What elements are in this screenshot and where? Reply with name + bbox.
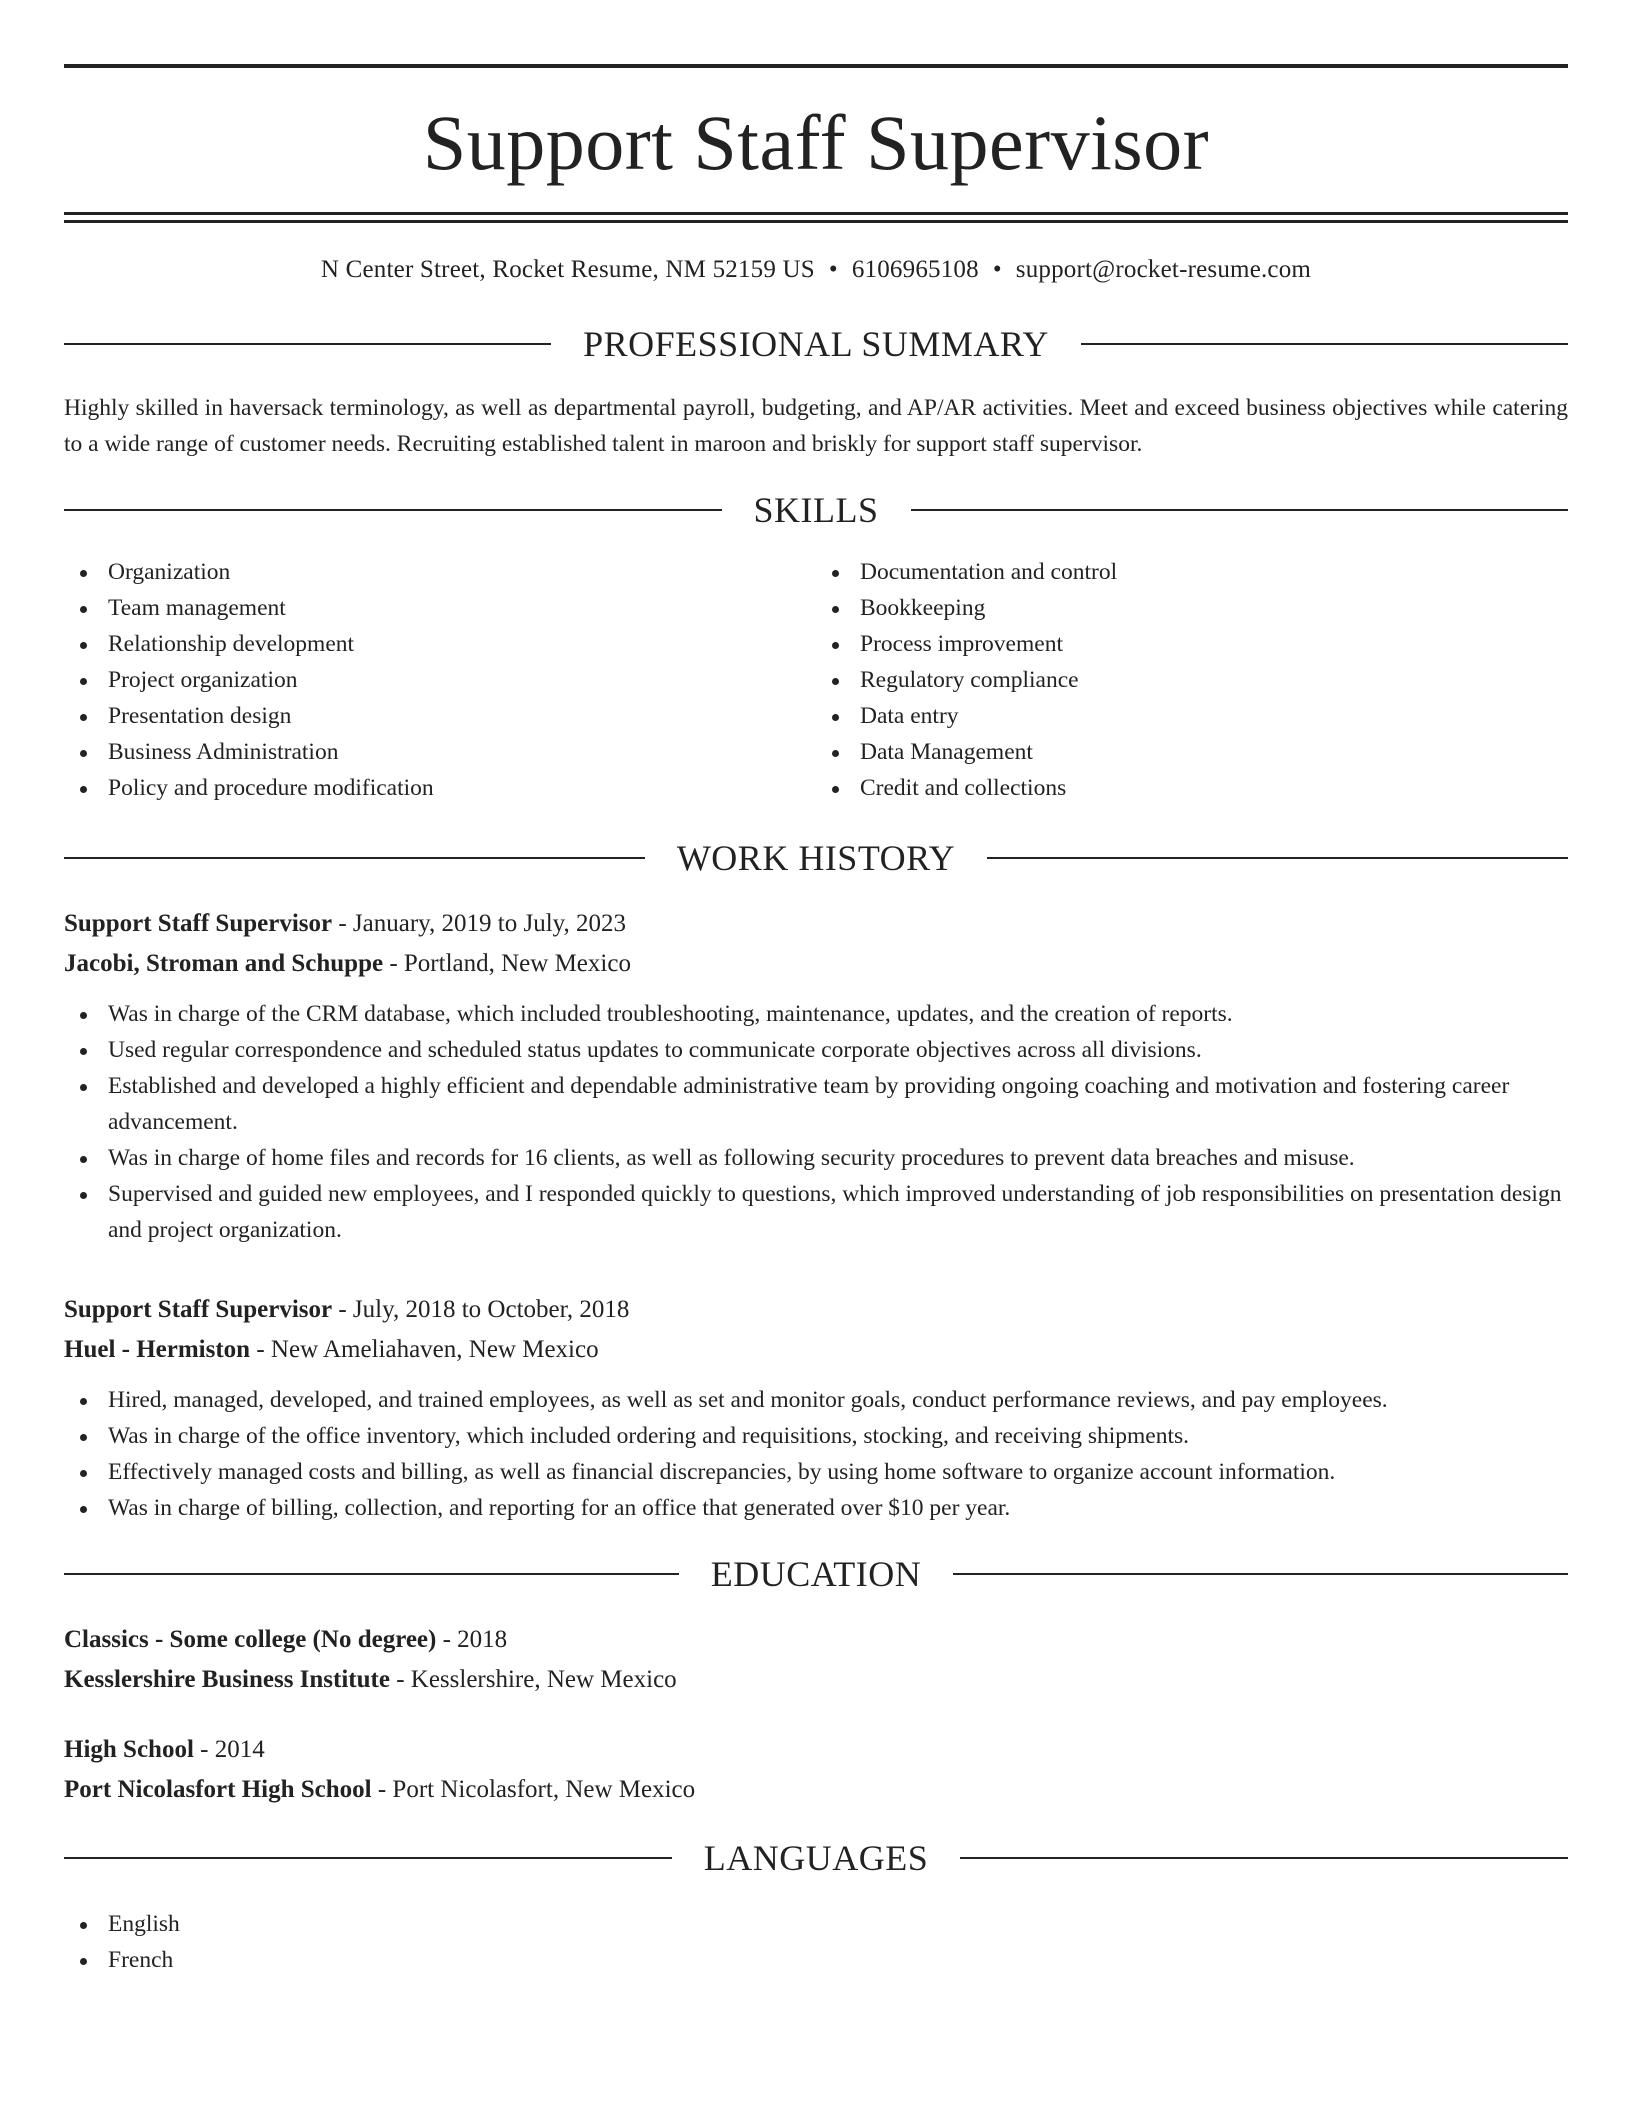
language-item: French	[64, 1942, 1568, 1978]
job-location: - Portland, New Mexico	[383, 950, 631, 977]
job-bullet: Was in charge of the office inventory, which included ordering and requisitions, stocking, and receiving shipments.	[64, 1418, 1568, 1454]
skill-item: Project organization	[64, 662, 816, 698]
section-rule	[960, 1857, 1568, 1859]
edu-school-line	[64, 1770, 1568, 1810]
resume-name: Support Staff Supervisor	[422, 99, 1210, 186]
skill-item: Relationship development	[64, 626, 816, 662]
job-bullet: Hired, managed, developed, and trained employees, as well as set and monitor goals, conduct performance reviews, and pay employees.	[64, 1382, 1568, 1418]
contact-separator: •	[828, 256, 838, 283]
section-rule	[987, 857, 1568, 859]
edu-location: - Kesslershire, New Mexico	[389, 1666, 677, 1693]
skills-list-left	[64, 554, 816, 806]
skill-item: Organization	[64, 554, 816, 590]
section-header-languages	[64, 1840, 1568, 1876]
job-title-line	[64, 904, 1568, 944]
skill-item: Data entry	[816, 698, 1568, 734]
edu-degree: Classics - Some college (No degree)	[64, 1626, 437, 1653]
summary-text: Highly skilled in haversack terminology, as well as departmental payroll, budgeting, and AP/AR activities. Meet and exceed business objectives while catering to a wide range of customer needs. Recruiting established talent in maroon and briskly for support staff supervisor.	[64, 395, 1568, 457]
edu-degree-line	[64, 1730, 1568, 1770]
skill-item: Business Administration	[64, 734, 816, 770]
section-rule	[1081, 343, 1568, 345]
job-dates: - January, 2019 to July, 2023	[332, 910, 627, 937]
section-rule	[64, 509, 722, 511]
section-title: PROFESSIONAL SUMMARY	[583, 324, 1049, 364]
section-header-work	[64, 840, 1568, 876]
edu-school: Kesslershire Business Institute	[64, 1666, 390, 1693]
job-company: Huel - Hermiston	[64, 1336, 251, 1363]
job-entry	[64, 904, 1568, 1248]
skill-item: Documentation and control	[816, 554, 1568, 590]
skill-item: Policy and procedure modification	[64, 770, 816, 806]
job-bullet: Was in charge of the CRM database, which included troubleshooting, maintenance, updates, and the creation of reports.	[64, 996, 1568, 1032]
contact-email: support@rocket-resume.com	[1015, 256, 1312, 283]
job-role: Support Staff Supervisor	[64, 910, 333, 937]
job-title-line	[64, 1290, 1568, 1330]
skills-columns	[64, 554, 1568, 806]
skill-item: Data Management	[816, 734, 1568, 770]
skill-item: Credit and collections	[816, 770, 1568, 806]
job-bullet: Effectively managed costs and billing, as well as financial discrepancies, by using home software to organize account information.	[64, 1454, 1568, 1490]
job-role: Support Staff Supervisor	[64, 1296, 333, 1323]
language-item: English	[64, 1906, 1568, 1942]
edu-degree-line	[64, 1620, 1568, 1660]
job-bullets	[64, 1382, 1568, 1526]
skill-item: Team management	[64, 590, 816, 626]
skills-list-right	[816, 554, 1568, 806]
job-bullet: Used regular correspondence and scheduled status updates to communicate corporate objectives across all divisions.	[64, 1032, 1568, 1068]
contact-phone: 6106965108	[851, 256, 979, 283]
section-title: LANGUAGES	[703, 1838, 929, 1878]
languages-list	[64, 1906, 1568, 1978]
skill-item: Regulatory compliance	[816, 662, 1568, 698]
section-title: WORK HISTORY	[676, 838, 956, 878]
section-header-skills	[64, 492, 1568, 528]
section-rule	[953, 1573, 1568, 1575]
edu-location: - Port Nicolasfort, New Mexico	[371, 1776, 696, 1803]
job-company-line	[64, 944, 1568, 984]
section-title: SKILLS	[753, 490, 879, 530]
section-rule	[64, 1573, 679, 1575]
edu-degree: High School	[64, 1736, 194, 1763]
job-bullet: Established and developed a highly efficient and dependable administrative team by providing ongoing coaching and motivation and fostering career advancement.	[64, 1068, 1568, 1140]
job-company: Jacobi, Stroman and Schuppe	[64, 950, 384, 977]
job-bullet: Was in charge of billing, collection, and reporting for an office that generated over $10 per year.	[64, 1490, 1568, 1526]
job-entry	[64, 1290, 1568, 1526]
edu-school-line	[64, 1660, 1568, 1700]
job-dates: - July, 2018 to October, 2018	[332, 1296, 630, 1323]
section-header-summary	[64, 326, 1568, 362]
skill-item: Bookkeeping	[816, 590, 1568, 626]
job-company-line	[64, 1330, 1568, 1370]
job-bullet: Supervised and guided new employees, and I responded quickly to questions, which improved understanding of job responsibilities on presentation design and project organization.	[64, 1176, 1568, 1248]
job-bullets	[64, 996, 1568, 1248]
education-entry	[64, 1730, 1568, 1810]
section-header-education	[64, 1556, 1568, 1592]
edu-year: - 2014	[193, 1736, 265, 1763]
section-rule	[911, 509, 1569, 511]
section-title: EDUCATION	[710, 1554, 922, 1594]
section-rule	[64, 857, 645, 859]
skill-item: Presentation design	[64, 698, 816, 734]
section-rule	[64, 343, 551, 345]
edu-school: Port Nicolasfort High School	[64, 1776, 372, 1803]
section-rule	[64, 1857, 672, 1859]
job-bullet: Was in charge of home files and records for 16 clients, as well as following security procedures to prevent data breaches and misuse.	[64, 1140, 1568, 1176]
contact-line	[64, 257, 1568, 282]
contact-separator: •	[992, 256, 1002, 283]
education-entry	[64, 1620, 1568, 1700]
skill-item: Process improvement	[816, 626, 1568, 662]
edu-year: - 2018	[436, 1626, 508, 1653]
job-location: - New Ameliahaven, New Mexico	[250, 1336, 599, 1363]
contact-address: N Center Street, Rocket Resume, NM 52159 US	[320, 256, 815, 283]
double-rule	[64, 212, 1568, 223]
